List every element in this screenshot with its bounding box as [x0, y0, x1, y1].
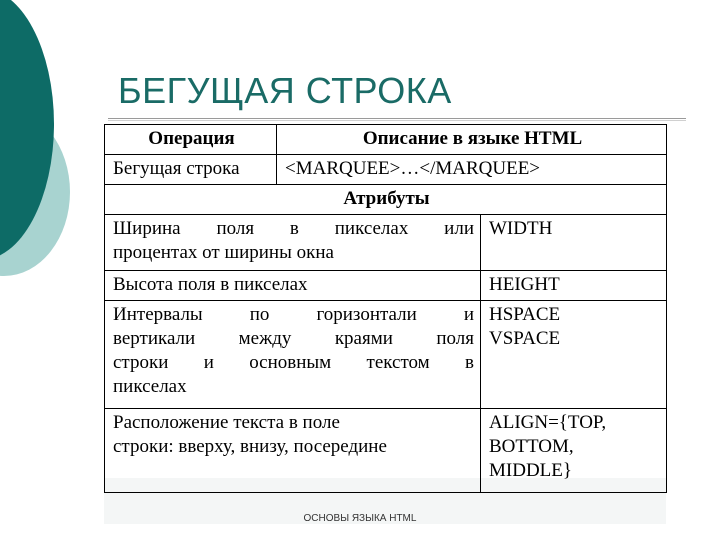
table-row: [105, 155, 667, 185]
value-line: VSPACE: [489, 328, 561, 349]
decorative-circles: [0, 0, 80, 300]
description-line: вертикали между краями поля: [113, 328, 474, 349]
value-line: BOTTOM,: [489, 436, 574, 457]
table-header-row: [105, 125, 667, 155]
value-line: ALIGN={TOP,: [489, 412, 607, 433]
description-line: Интервалы по горизонтали и: [113, 304, 474, 325]
title-underline-shadow: [108, 120, 686, 121]
attribute-description: [105, 271, 481, 301]
attribute-value: [481, 409, 667, 493]
table-row: [105, 409, 667, 493]
header-operation: Операция: [105, 125, 277, 155]
description-line: пикселах: [113, 376, 187, 397]
title-underline: [108, 118, 686, 119]
value-line: HEIGHT: [489, 274, 560, 295]
header-description: Описание в языке HTML: [277, 125, 667, 155]
description-line: строки: вверху, внизу, посередине: [113, 436, 387, 457]
table-row: [105, 271, 667, 301]
table-row: [105, 215, 667, 271]
attributes-heading: Атрибуты: [105, 185, 667, 215]
description-line: Высота поля в пикселах: [113, 274, 308, 295]
table-row: [105, 301, 667, 409]
attribute-description: [105, 301, 481, 409]
description-line: процентах от ширины окна: [113, 242, 334, 263]
attribute-value: [481, 301, 667, 409]
attributes-heading-row: [105, 185, 667, 215]
attribute-value: [481, 271, 667, 301]
slide-footer: ОСНОВЫ ЯЗЫКА HTML: [303, 513, 417, 524]
attribute-value: [481, 215, 667, 271]
value-line: WIDTH: [489, 218, 553, 239]
description-line: строки и основным текстом в: [113, 352, 474, 373]
description-line: Расположение текста в поле: [113, 412, 340, 433]
attribute-description: [105, 409, 481, 493]
description-line: Ширина поля в пикселах или: [113, 218, 474, 239]
operation-name: Бегущая строка: [105, 155, 277, 185]
operation-tag: <MARQUEE>…</MARQUEE>: [277, 155, 667, 185]
value-line: MIDDLE}: [489, 460, 572, 481]
slide-title: БЕГУЩАЯ СТРОКА: [118, 70, 452, 111]
marquee-table: [104, 124, 667, 493]
attribute-description: [105, 215, 481, 271]
value-line: HSPACE: [489, 304, 561, 325]
